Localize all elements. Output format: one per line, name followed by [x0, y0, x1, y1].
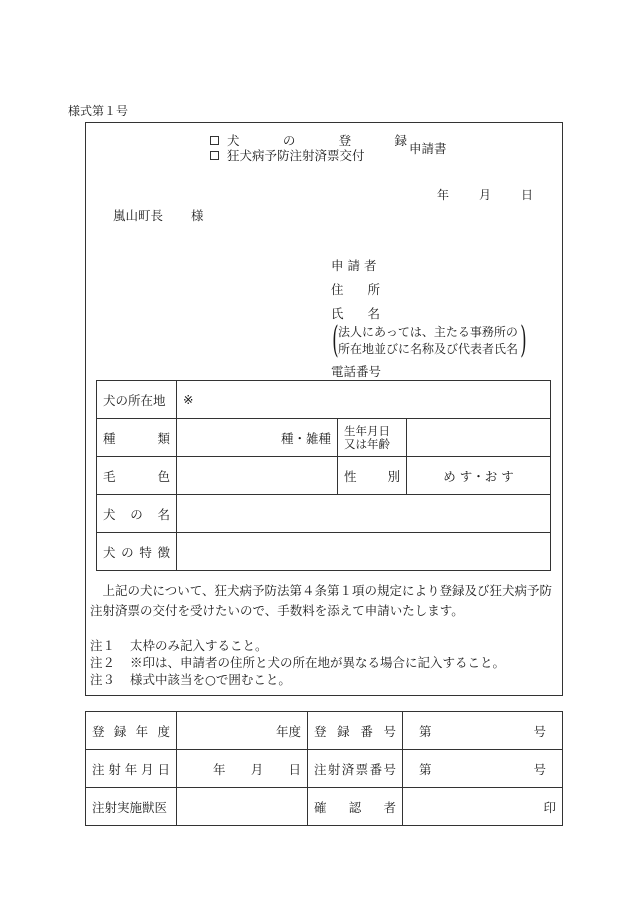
addressee: 嵐山町長 様 [113, 208, 204, 223]
dog-features-label: 犬 の 特 徴 [97, 533, 177, 571]
confirm-field[interactable] [403, 788, 563, 826]
tag-number-label: 注 射 済 票 番 号 [308, 750, 403, 788]
confirm-label: 確 認 者 [308, 788, 403, 826]
address-label: 住 所 [331, 282, 381, 297]
row-registration [86, 712, 563, 750]
reg-year-label: 登 録 年 度 [86, 712, 177, 750]
date-line: 年 月 日 [437, 188, 534, 202]
row-dog-name [97, 495, 551, 533]
name-label: 氏 名 [331, 306, 381, 321]
injection-date-label: 注 射 年 月 日 [86, 750, 177, 788]
title-option-registration[interactable]: 犬 の 登 録 [210, 133, 407, 148]
dog-location-label: 犬の所在地 [97, 381, 177, 419]
form-title [210, 133, 447, 163]
breed-field[interactable]: 種・雑種 [177, 419, 338, 457]
note-2: 注２ ※印は、申請者の住所と犬の所在地が異なる場合に記入すること。 [90, 655, 506, 670]
checkbox-registration[interactable] [210, 136, 219, 145]
title-option-injection-tag[interactable]: 狂犬病予防注射済票交付 [210, 148, 407, 163]
note-3: 注３ 様式中該当を○で囲むこと。 [90, 672, 291, 687]
birth-field[interactable] [407, 419, 551, 457]
title-suffix: 申請書 [409, 141, 447, 156]
vet-label: 注射実施獣医 [86, 788, 177, 826]
color-field[interactable] [177, 457, 338, 495]
reg-year-field[interactable]: 年度 [177, 712, 308, 750]
form-number: 様式第１号 [68, 104, 129, 118]
request-statement: 上記の犬について、狂犬病予防法第４条第１項の規定により登録及び狂犬病予防注射済票の交付を受けたいので、手数料を添えて申請いたします。 [90, 583, 553, 618]
notes [90, 637, 505, 688]
dog-name-field[interactable] [177, 495, 551, 533]
seal-mark: 印 [543, 799, 556, 815]
checkbox-injection-tag[interactable] [210, 151, 219, 160]
row-dog-location [97, 381, 551, 419]
sex-options[interactable]: め す・お す [407, 457, 551, 495]
row-breed [97, 419, 551, 457]
note-1: 注１ 太枠のみ記入すること。 [90, 638, 268, 653]
row-color-sex [97, 457, 551, 495]
corporation-note: ( 法人にあっては、主たる事務所の 所在地並びに名称及び代表者氏名 ) [332, 320, 527, 361]
dog-location-field[interactable]: ※ [177, 381, 551, 419]
row-dog-features [97, 533, 551, 571]
dog-name-label: 犬 の 名 [97, 495, 177, 533]
dog-features-field[interactable] [177, 533, 551, 571]
applicant-block [331, 254, 380, 326]
row-injection [86, 750, 563, 788]
tag-number-field[interactable]: 第 号 [403, 750, 563, 788]
applicant-label: 申 請 者 [331, 258, 377, 273]
breed-label: 種 類 [97, 419, 177, 457]
color-label: 毛 色 [97, 457, 177, 495]
sex-label: 性 別 [338, 457, 407, 495]
office-use-table [85, 711, 563, 826]
birth-label: 生年月日 又は年齢 [338, 419, 407, 457]
reg-number-field[interactable]: 第 号 [403, 712, 563, 750]
row-vet [86, 788, 563, 826]
reg-number-label: 登 録 番 号 [308, 712, 403, 750]
dog-info-table [96, 380, 551, 571]
injection-date-field[interactable]: 年 月 日 [177, 750, 308, 788]
vet-field[interactable] [177, 788, 308, 826]
phone-label: 電話番号 [331, 364, 382, 379]
